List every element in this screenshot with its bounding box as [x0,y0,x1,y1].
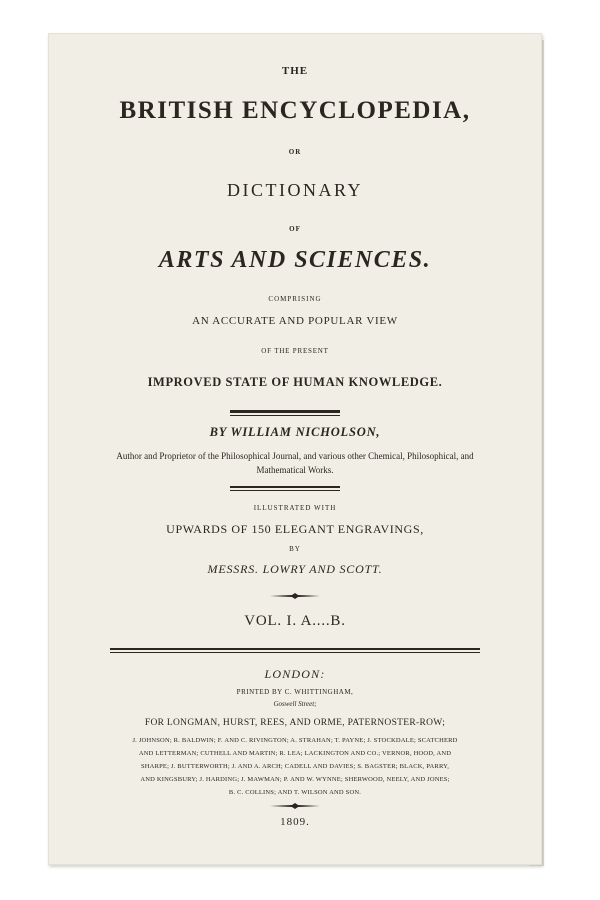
author-description-2: Mathematical Works. [256,465,334,475]
separator-rule-thin [230,490,340,491]
booksellers-line: B. C. COLLINS; AND T. WILSON AND SON. [228,789,362,796]
main-title: BRITISH ENCYCLOPEDIA, [119,97,471,124]
imprint-city: LONDON: [264,667,326,681]
word-or: OR [288,148,302,156]
word-of: OF [289,225,301,233]
author-line: BY WILLIAM NICHOLSON, [209,425,381,439]
double-rule-thick [230,410,340,413]
printer-street: Goswell Street; [273,700,317,708]
booksellers-line: AND KINGSBURY; J. HARDING; J. MAWMAN; P. AND W. WYNNE; SHERWOOD, NEELY, AND JONES; [140,776,450,783]
volume-line: VOL. I. A....B. [244,613,346,629]
title-page [48,33,542,865]
subtitle-arts-and-sciences: ARTS AND SCIENCES. [158,247,432,273]
word-comprising: COMPRISING [268,295,322,303]
ornamental-dash [270,592,320,600]
improved-state-line: IMPROVED STATE OF HUMAN KNOWLEDGE. [147,375,443,389]
of-the-present-line: OF THE PRESENT [261,347,329,355]
double-rule-thin [230,415,340,416]
subtitle-dictionary: DICTIONARY [227,180,363,200]
illustrated-with-line: ILLUSTRATED WITH [253,504,337,512]
imprint-rule-thin [110,652,480,653]
booksellers-line: AND LETTERMAN; CUTHELL AND MARTIN; R. LEA; LACKINGTON AND CO.; VERNOR, HOOD, AND [138,750,452,757]
booksellers-line: J. JOHNSON; R. BALDWIN; F. AND C. RIVINGTON; A. STRAHAN; T. PAYNE; J. STOCKDALE; SCATCHERD [132,737,458,744]
accurate-view-line: AN ACCURATE AND POPULAR VIEW [192,315,398,327]
author-description-1: Author and Proprietor of the Philosophical Journal, and various other Chemical, Philosophical, and [116,451,474,461]
engravings-line: UPWARDS OF 150 ELEGANT ENGRAVINGS, [166,522,424,536]
ornamental-dash-bottom [270,802,320,810]
booksellers-line: SHARPE; J. BUTTERWORTH; J. AND A. ARCH; CADELL AND DAVIES; S. BAGSTER; BLACK, PARRY, [140,763,450,770]
word-by: BY [289,545,301,553]
publishers-line: FOR LONGMAN, HURST, REES, AND ORME, PATERNOSTER-ROW; [144,718,446,728]
publication-year: 1809. [280,816,310,828]
engravers-line: MESSRS. LOWRY AND SCOTT. [207,562,383,576]
imprint-rule-thick [110,648,480,650]
printer-line: PRINTED BY C. WHITTINGHAM, [236,688,354,696]
article-the: THE [281,65,309,77]
separator-rule-thick [230,486,340,488]
